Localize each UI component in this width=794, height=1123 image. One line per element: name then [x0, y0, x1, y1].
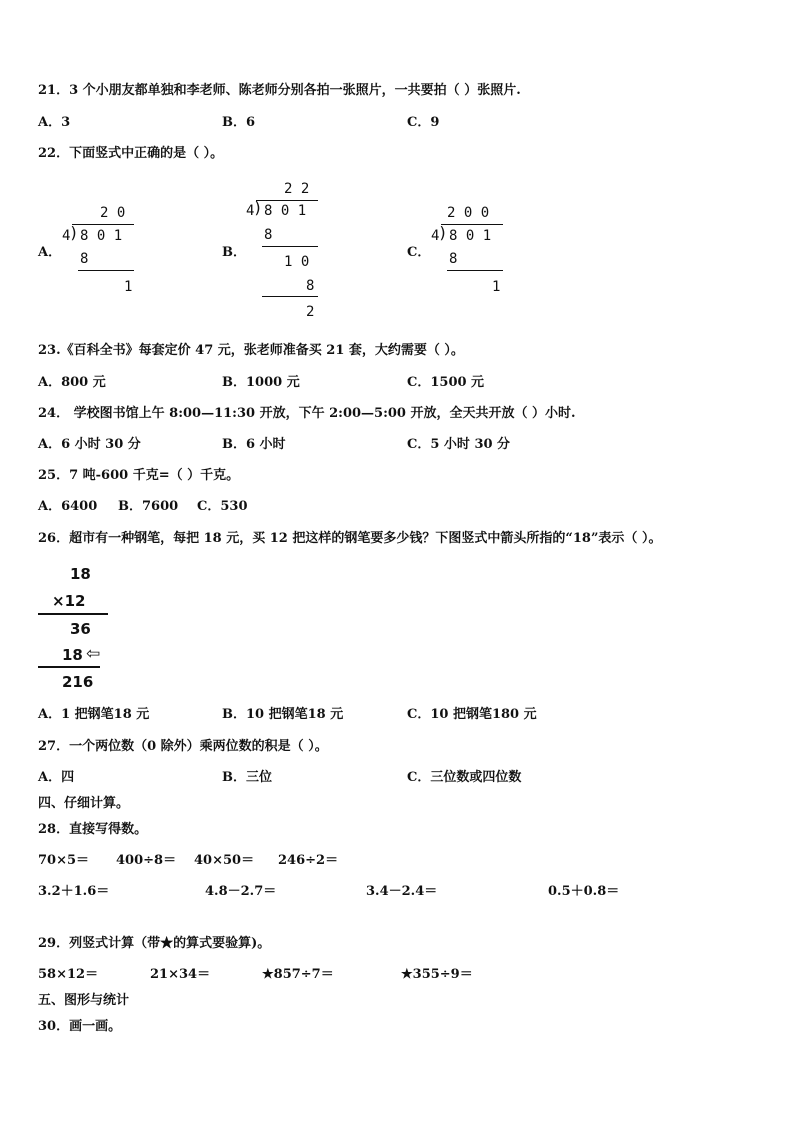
- partial-product: 8: [306, 278, 315, 294]
- q28-item: 70×5＝: [38, 853, 90, 868]
- section-4-heading: 四、仔细计算。: [38, 796, 130, 811]
- sum-line: [38, 666, 100, 668]
- divisor: 4: [62, 228, 71, 244]
- q21-option-a: A．3: [38, 115, 71, 130]
- product-total: 216: [62, 673, 94, 691]
- q22-label-b: B．: [222, 245, 246, 260]
- q21-option-b: B．6: [222, 115, 256, 130]
- dividend: 8 0 1: [80, 228, 123, 244]
- q23-option-a: A．800 元: [38, 375, 106, 390]
- q30-stem: 30．画一画。: [38, 1019, 122, 1034]
- remainder: 1: [492, 279, 501, 295]
- subtraction-line: [78, 270, 134, 271]
- q22-stem: 22．下面竖式中正确的是（ ）。: [38, 146, 224, 161]
- quotient: 2 0: [100, 205, 126, 221]
- subtraction-line: [262, 246, 318, 247]
- q27-stem: 27．一个两位数（0 除外）乘两位数的积是（ ）。: [38, 739, 328, 754]
- q28-item: 246÷2＝: [278, 853, 339, 868]
- q24-option-a: A．6 小时 30 分: [38, 437, 141, 452]
- division-bracket: ): [438, 223, 448, 242]
- division-bar: [256, 200, 318, 201]
- divisor: 4: [431, 228, 440, 244]
- q29-item: ★355÷9＝: [401, 967, 473, 982]
- subtraction-line: [262, 296, 318, 297]
- q24-stem: 24． 学校图书馆上午 8:00—11:30 开放，下午 2:00—5:00 开放，全天共开放（ ）小时.: [38, 406, 576, 421]
- multiplicand: 18: [70, 565, 91, 583]
- product-line: [38, 613, 108, 615]
- q23-option-c: C．1500 元: [407, 375, 485, 390]
- q28-item: 4.8－2.7＝: [205, 884, 277, 899]
- q28-item: 3.4－2.4＝: [366, 884, 438, 899]
- q27-option-b: B．三位: [222, 770, 272, 785]
- q28-stem: 28．直接写得数。: [38, 822, 148, 837]
- q25-option-c: C．530: [197, 499, 248, 514]
- division-bar: [72, 224, 134, 225]
- remainder: 2: [306, 304, 315, 320]
- q28-item: 40×50＝: [194, 853, 255, 868]
- multiplier: ×12: [52, 592, 86, 610]
- quotient: 2 2: [284, 181, 310, 197]
- partial-product-2: 18: [62, 646, 83, 664]
- q21-stem: 21．3 个小朋友都单独和李老师、陈老师分别各拍一张照片，一共要拍（ ）张照片.: [38, 83, 521, 98]
- q23-stem: 23.《百科全书》每套定价 47 元，张老师准备买 21 套，大约需要（ ）。: [38, 343, 464, 358]
- q25-stem: 25．7 吨-600 千克=（ ）千克。: [38, 468, 240, 483]
- partial-remainder: 1 0: [284, 254, 310, 270]
- dividend: 8 0 1: [449, 228, 492, 244]
- q27-option-c: C．三位数或四位数: [407, 770, 522, 785]
- q28-item: 0.5＋0.8＝: [548, 884, 620, 899]
- q22-label-c: C．: [407, 245, 431, 260]
- q26-option-b: B．10 把钢笔18 元: [222, 707, 344, 722]
- quotient: 2 0 0: [447, 205, 490, 221]
- remainder: 1: [124, 279, 133, 295]
- q22-label-a: A．: [38, 245, 62, 260]
- q29-stem: 29．列竖式计算（带★的算式要验算)。: [38, 936, 271, 951]
- dividend: 8 0 1: [264, 203, 307, 219]
- q26-option-c: C．10 把钢笔180 元: [407, 707, 537, 722]
- partial-product: 8: [80, 251, 89, 267]
- q26-option-a: A．1 把钢笔18 元: [38, 707, 150, 722]
- partial-product-1: 36: [70, 620, 91, 638]
- q23-option-b: B．1000 元: [222, 375, 300, 390]
- division-bracket: ): [69, 223, 79, 242]
- q25-option-b: B．7600: [118, 499, 179, 514]
- left-arrow-icon: ⇦: [86, 644, 101, 664]
- q25-option-a: A．6400: [38, 499, 98, 514]
- q29-item: 21×34＝: [150, 967, 211, 982]
- divisor: 4: [246, 203, 255, 219]
- q28-item: 3.2＋1.6＝: [38, 884, 110, 899]
- partial-product: 8: [264, 227, 273, 243]
- partial-product: 8: [449, 251, 458, 267]
- q29-item: ★857÷7＝: [262, 967, 334, 982]
- division-bracket: ): [253, 198, 263, 217]
- q28-item: 400÷8＝: [116, 853, 177, 868]
- q29-item: 58×12＝: [38, 967, 99, 982]
- division-bar: [441, 224, 503, 225]
- section-5-heading: 五、图形与统计: [38, 993, 130, 1008]
- q21-option-c: C．9: [407, 115, 440, 130]
- subtraction-line: [447, 270, 503, 271]
- q26-stem: 26．超市有一种钢笔，每把 18 元，买 12 把这样的钢笔要多少钱？下图竖式中箭头所指的“18”表示（ ）。: [38, 531, 662, 546]
- q24-option-b: B．6 小时: [222, 437, 286, 452]
- q24-option-c: C．5 小时 30 分: [407, 437, 511, 452]
- q27-option-a: A．四: [38, 770, 75, 785]
